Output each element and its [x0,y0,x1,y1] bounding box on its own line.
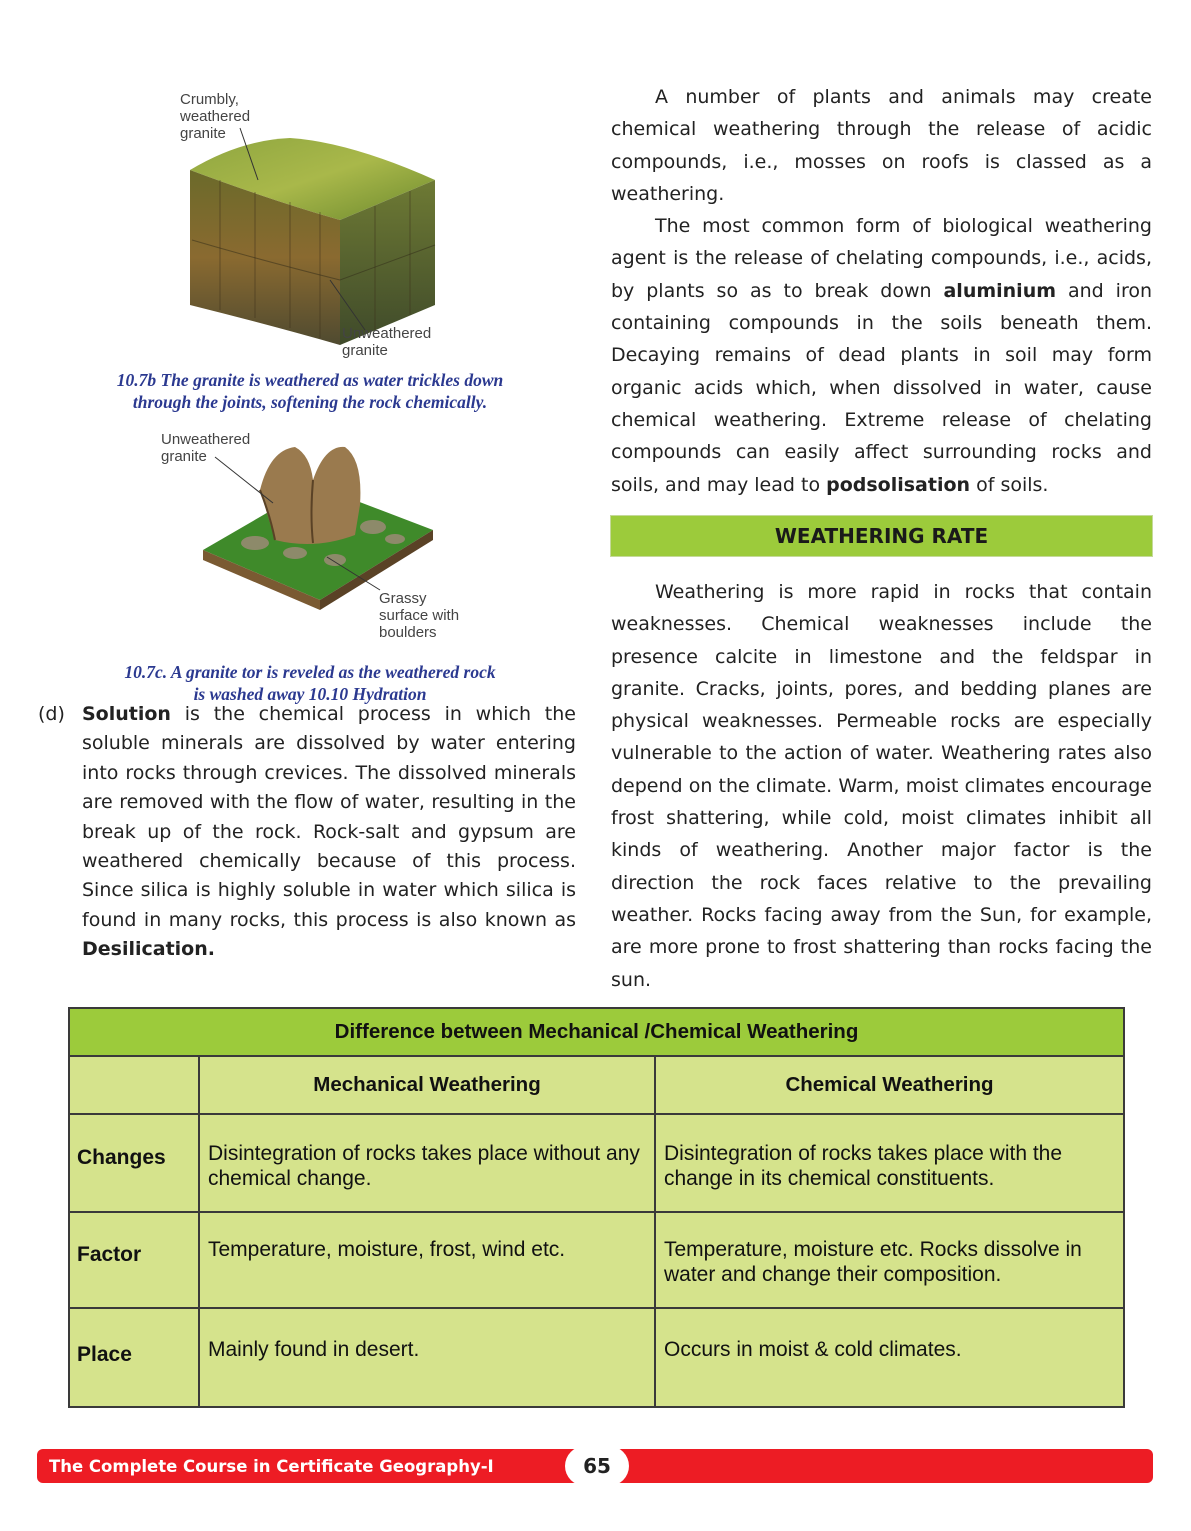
weathered-granite-block-illustration [180,120,460,350]
biological-weathering-paragraph-2: The most common form of biological weathering agent is the release of chelating compounds, i.e., acids, by plants so as to break down aluminium and iron containing compounds in the soils beneath them. Decaying remains of dead plants in soil may form organic acids which, when dissolved in water, cause chemical weathering. Extreme release of chelating compounds can easily affect surrounding rocks and soils, and may lead to podsolisation of soils. [611,215,1153,496]
table-header-chemical: Chemical Weathering [655,1056,1124,1114]
weathering-rate-heading: WEATHERING RATE [610,515,1153,557]
solution-marker: (d) [38,703,65,725]
table-row [69,1114,1124,1212]
fig-b-label-unweathered: Unweathered granite [342,325,432,359]
solution-text: is the chemical process in which the soluble minerals are dissolved by water entering into rocks through crevices. The dissolved minerals are removed with the flow of water, resulting in the break up of the rock. Rock-salt and gypsum are weathered chemically because of this process. Since silica is highly soluble in water which silica is found in many rocks, this process is also known as [82,703,576,931]
weathering-comparison-table [68,1007,1125,1408]
fig-c-label-unweathered: Unweathered granite [161,431,251,465]
solution-paragraph [82,700,576,965]
cell-changes-chemical: Disintegration of rocks takes place with the change in its chemical constituents. [655,1114,1124,1212]
weathering-rate-paragraph: Weathering is more rapid in rocks that contain weaknesses. Chemical weaknesses include the presence calcite in limestone and the feldspar in granite. Cracks, joints, pores, and bedding planes are physical weaknesses. Permeable rocks are especially vulnerable to the action of water. Weathering rates also depend on the climate. Warm, moist climates encourage frost shattering, while cold, moist climates inhibit all kinds of weathering. Another major factor is the direction the rock faces relative to the prevailing weather. Rocks facing away from the Sun, for example, are more prone to frost shattering than rocks facing the sun. [611,581,1152,991]
table-row [69,1308,1124,1407]
cell-place-chemical: Occurs in moist & cold climates. [655,1308,1124,1407]
solution-term: Solution [82,703,171,725]
right-column-top [611,81,1152,501]
cell-factor-chemical: Temperature, moisture etc. Rocks dissolve in water and change their composition. [655,1212,1124,1308]
row-head-changes: Changes [69,1114,199,1212]
granite-tor-illustration [195,435,440,610]
fig-c-caption: 10.7c. A granite tor is reveled as the weathered rock is washed away 10.10 Hydration [124,662,496,704]
table-row [69,1212,1124,1308]
row-head-factor: Factor [69,1212,199,1308]
cell-changes-mechanical: Disintegration of rocks takes place without any chemical change. [199,1114,655,1212]
fig-c-label-grassy: Grassy surface with boulders [379,590,460,641]
footer-book-title: The Complete Course in Certificate Geography-I [49,1456,494,1476]
table-corner-cell [69,1056,199,1114]
table-title: Difference between Mechanical /Chemical Weathering [69,1008,1124,1056]
weathering-rate-section [611,576,1152,996]
fig-b-label-crumbly: Crumbly, weathered granite [180,91,251,142]
table-header-mechanical: Mechanical Weathering [199,1056,655,1114]
row-head-place: Place [69,1308,199,1407]
biological-weathering-paragraph-1: A number of plants and animals may create chemical weathering through the release of acidic compounds, i.e., mosses on roofs is classed as a weathering. [611,86,1152,205]
footer-bar-left [37,1449,582,1483]
fig-b-caption: 10.7b The granite is weathered as water trickles down through the joints, softening the rock chemically. [116,370,504,412]
page-number: 65 [565,1446,629,1486]
footer-bar-right [610,1449,1153,1483]
desilication-term: Desilication. [82,938,215,961]
cell-place-mechanical: Mainly found in desert. [199,1308,655,1407]
cell-factor-mechanical: Temperature, moisture, frost, wind etc. [199,1212,655,1308]
